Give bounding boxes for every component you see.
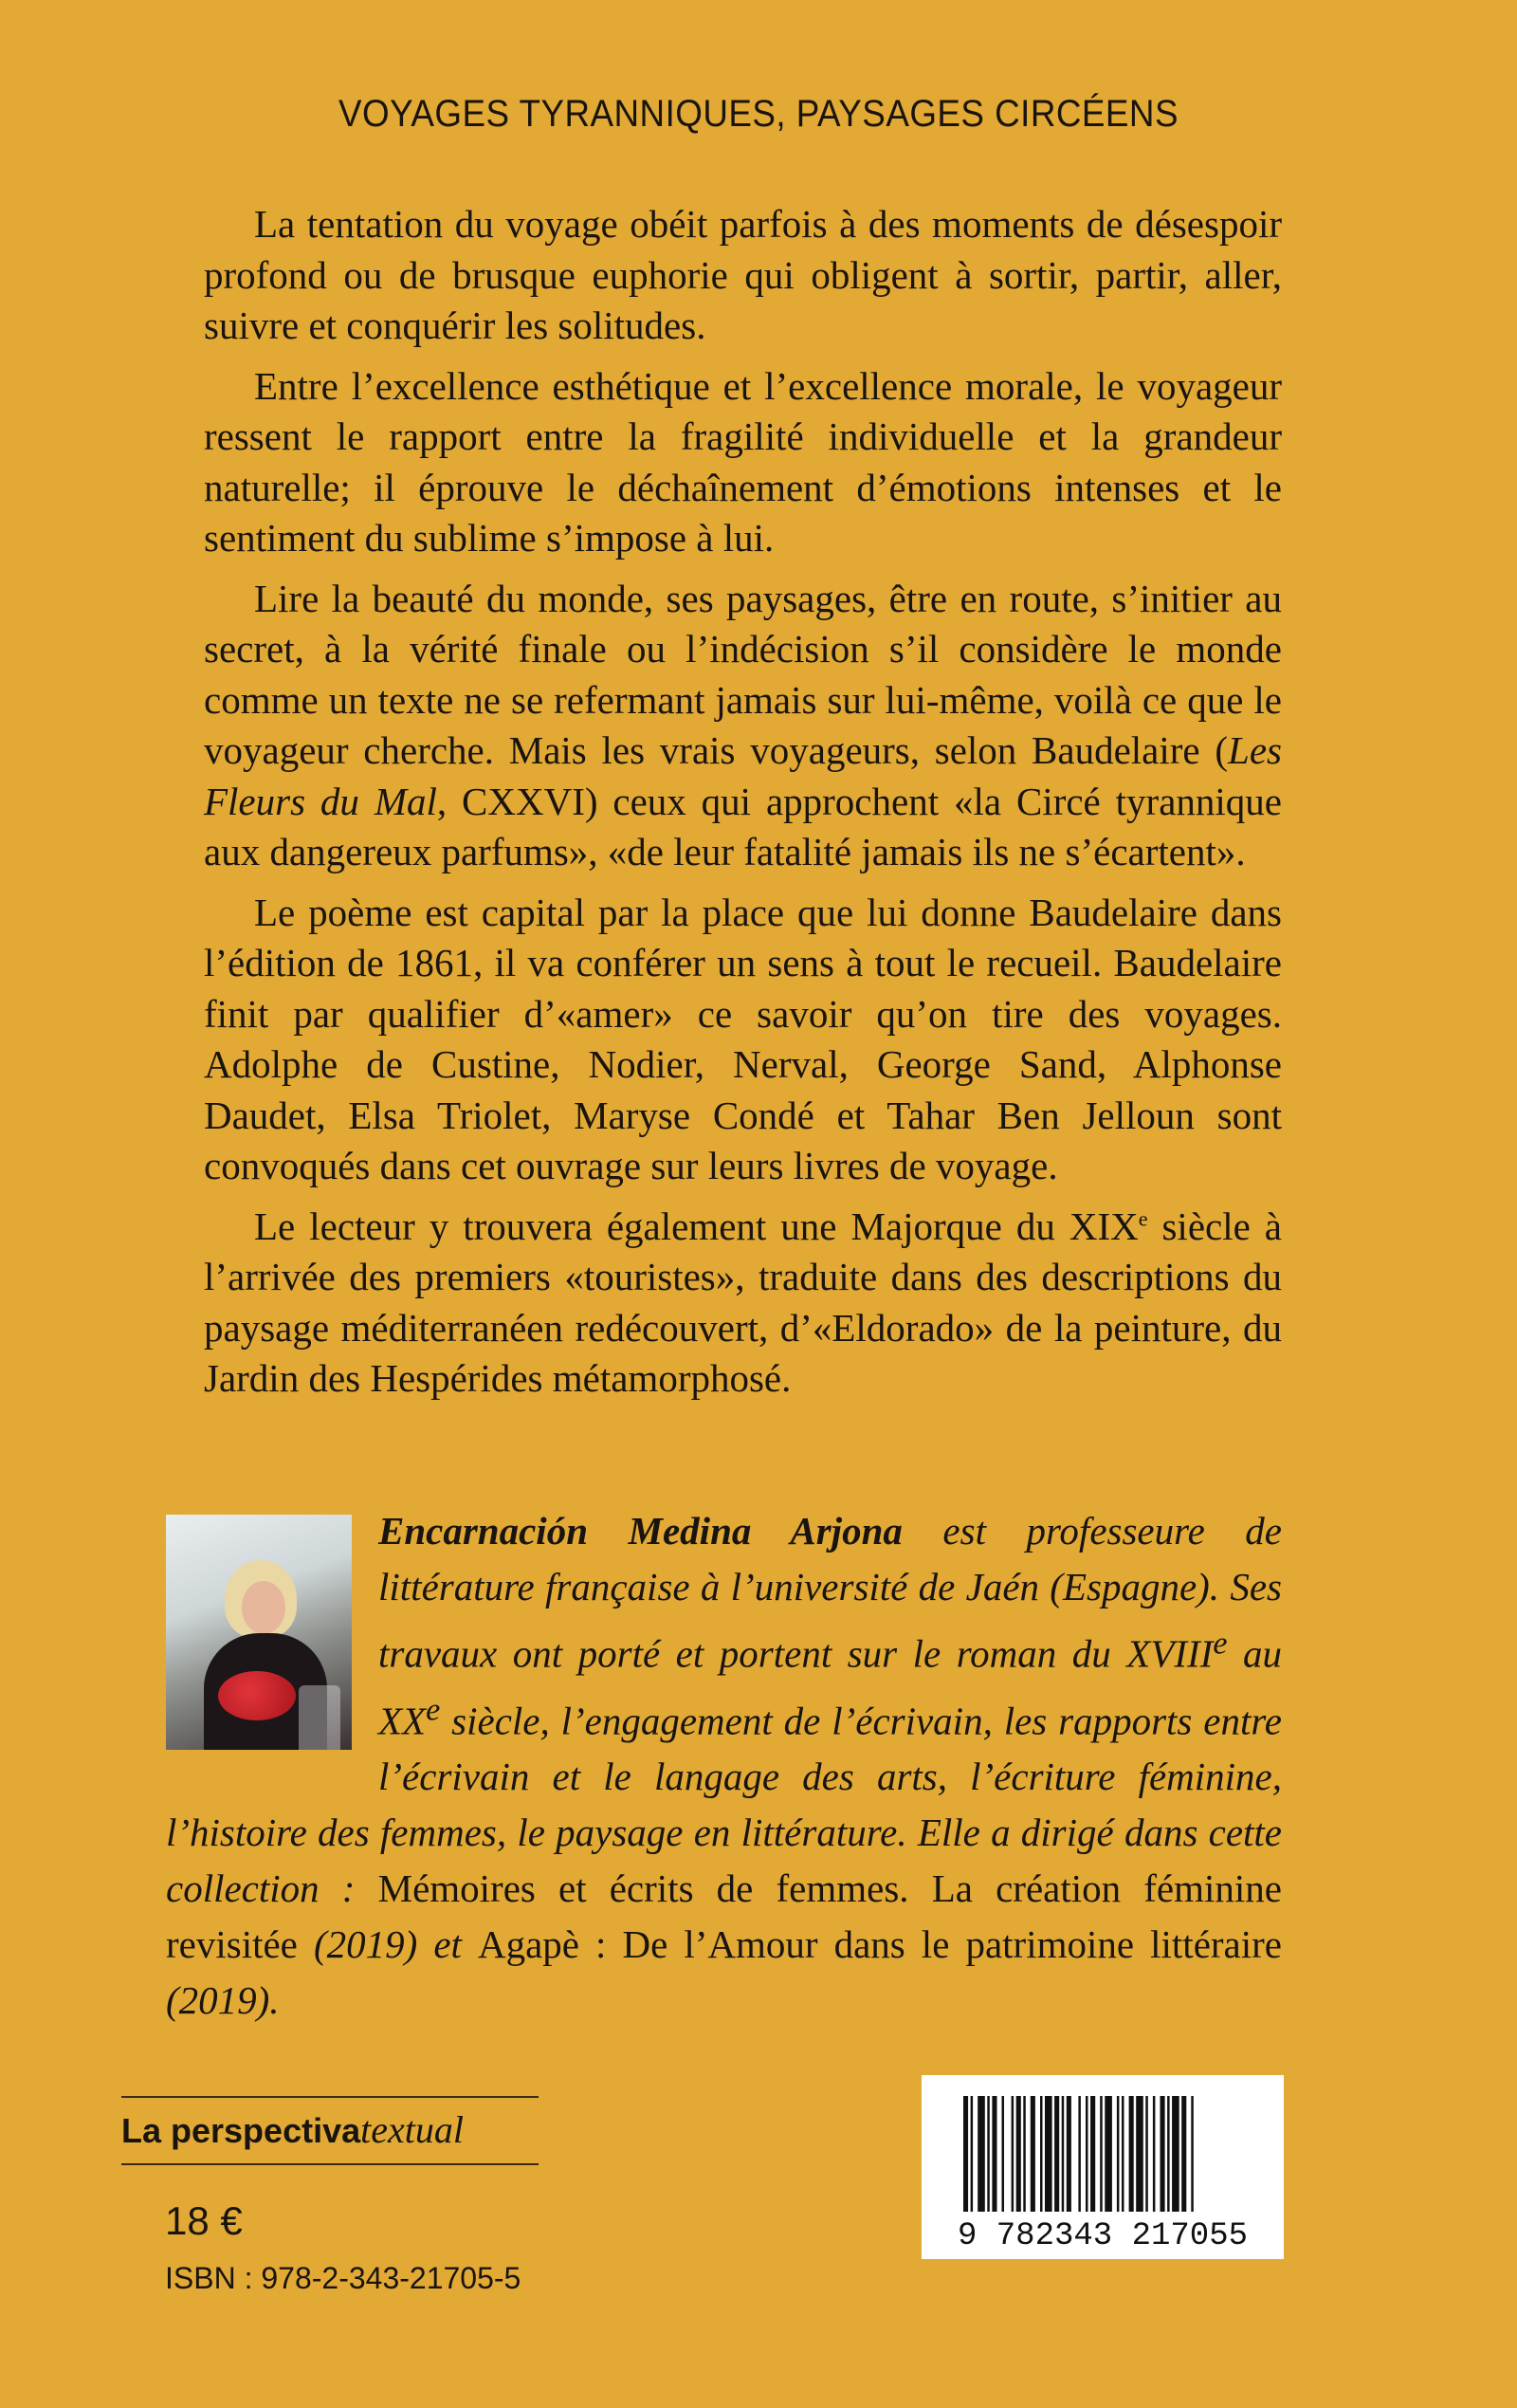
book-title: VOYAGES TYRANNIQUES, PAYSAGES CIRCÉENS <box>338 93 1179 135</box>
barcode <box>922 2075 1284 2259</box>
paragraph-2: Entre l’excellence esthétique et l’excellence morale, le voyageur ressent le rapport entre la fragilité individuelle et la grandeur naturelle; il éprouve le déchaînement d’émotions intenses et le sentiment du sublime s’impose à lui. <box>204 363 1282 560</box>
isbn: ISBN : 978-2-343-21705-5 <box>165 2261 521 2295</box>
barcode-bar <box>1016 2096 1021 2212</box>
barcode-bar <box>1045 2096 1052 2212</box>
paragraph-5: Le lecteur y trouvera également une Majorque du XIXe siècle à l’arrivée des premiers «touristes», traduite dans des descriptions du paysage méditerranéen redécouvert, d’«Eldorado» de la peinture, du Jardin des Hespérides métamorphosé. <box>204 1204 1282 1400</box>
barcode-bar <box>1105 2096 1112 2212</box>
collection-logo: La perspectivatextual <box>121 2096 539 2165</box>
barcode-bar <box>1191 2096 1194 2212</box>
barcode-bar <box>1040 2096 1043 2212</box>
barcode-bar <box>1136 2096 1143 2212</box>
author-photo <box>166 1515 352 1750</box>
barcode-bar <box>1100 2096 1103 2212</box>
barcode-bar <box>992 2096 996 2212</box>
barcode-bar <box>1122 2096 1124 2212</box>
barcode-bar <box>1145 2096 1148 2212</box>
author-name: Encarnación Medina Arjona <box>378 1509 903 1553</box>
barcode-bar <box>1153 2096 1156 2212</box>
barcode-number: 9 782343 217055 <box>957 2218 1249 2254</box>
barcode-bar <box>1086 2096 1088 2212</box>
price: 18 € <box>165 2198 243 2243</box>
barcode-bar <box>1117 2096 1120 2212</box>
barcode-bar <box>1090 2096 1095 2212</box>
barcode-bar <box>1023 2096 1026 2212</box>
barcode-bar <box>978 2096 985 2212</box>
barcode-image <box>922 2075 1284 2259</box>
barcode-bar <box>1012 2096 1014 2212</box>
barcode-bar <box>1167 2096 1170 2212</box>
author-bio: Encarnación Medina Arjona est professeure de littérature française à l’université de Jaén (Espagne). Ses travaux ont porté et portent sur le roman du XVIIIe au XXe siècle, l’engagement de l’écrivain, les rapports entre l’écrivain et le langage des arts, l’écriture féminine, l’histoire des femmes, le paysage en littérature. Elle a dirigé dans cette collection : Mémoires et écrits de femmes. La création féminine revisitée (2019) et Agapè : De l’Amour dans le patrimoine littéraire (2019). <box>166 1509 1283 2023</box>
paragraph-4: Le poème est capital par la place que lui donne Baudelaire dans l’édition de 1861, il va conférer un sens à tout le recueil. Baudelaire finit par qualifier d’«amer» ce savoir qu’on tire des voyages. Adolphe de Custine, Nodier, Nerval, George Sand, Alphonse Daudet, Elsa Triolet, Maryse Condé et Tahar Ben Jelloun sont convoqués dans cet ouvrage sur leurs livres de voyage. <box>204 890 1282 1187</box>
barcode-bar <box>1062 2096 1065 2212</box>
barcode-bar <box>963 2096 968 2212</box>
barcode-bar <box>1067 2096 1071 2212</box>
barcode-bar <box>971 2096 974 2212</box>
barcode-bar <box>1161 2096 1165 2212</box>
barcode-bar <box>1002 2096 1005 2212</box>
barcode-bar <box>1129 2096 1134 2212</box>
barcode-bar <box>1031 2096 1035 2212</box>
barcode-bar <box>1172 2096 1179 2212</box>
paragraph-1: La tentation du voyage obéit parfois à des moments de désespoir profond ou de brusque euphorie qui obligent à sortir, partir, aller, suivre et conquérir les solitudes. <box>204 202 1282 347</box>
book-reference: Les Fleurs du Mal <box>204 728 1282 823</box>
barcode-bar <box>987 2096 990 2212</box>
paragraph-3: Lire la beauté du monde, ses paysages, être en route, s’initier au secret, à la vérité finale ou l’indécision s’il considère le monde comme un texte ne se refermant jamais sur lui-même, voilà ce que le voyageur cherche. Mais les vrais voyageurs, selon Baudelaire (Les Fleurs du Mal, CXXVI) ceux qui approchent «la Circé tyrannique aux dangereux parfums», «de leur fatalité jamais ils ne s’écartent». <box>204 576 1282 873</box>
barcode-bar <box>1054 2096 1059 2212</box>
bio-book-2: Agapè : De l’Amour dans le patrimoine littéraire <box>477 1922 1282 1967</box>
barcode-bar <box>1181 2096 1186 2212</box>
bio-book-1: Mémoires et écrits de femmes. La création féminine revisitée <box>166 1866 1282 1967</box>
blurb <box>204 199 1282 1414</box>
barcode-bar <box>1078 2096 1081 2212</box>
